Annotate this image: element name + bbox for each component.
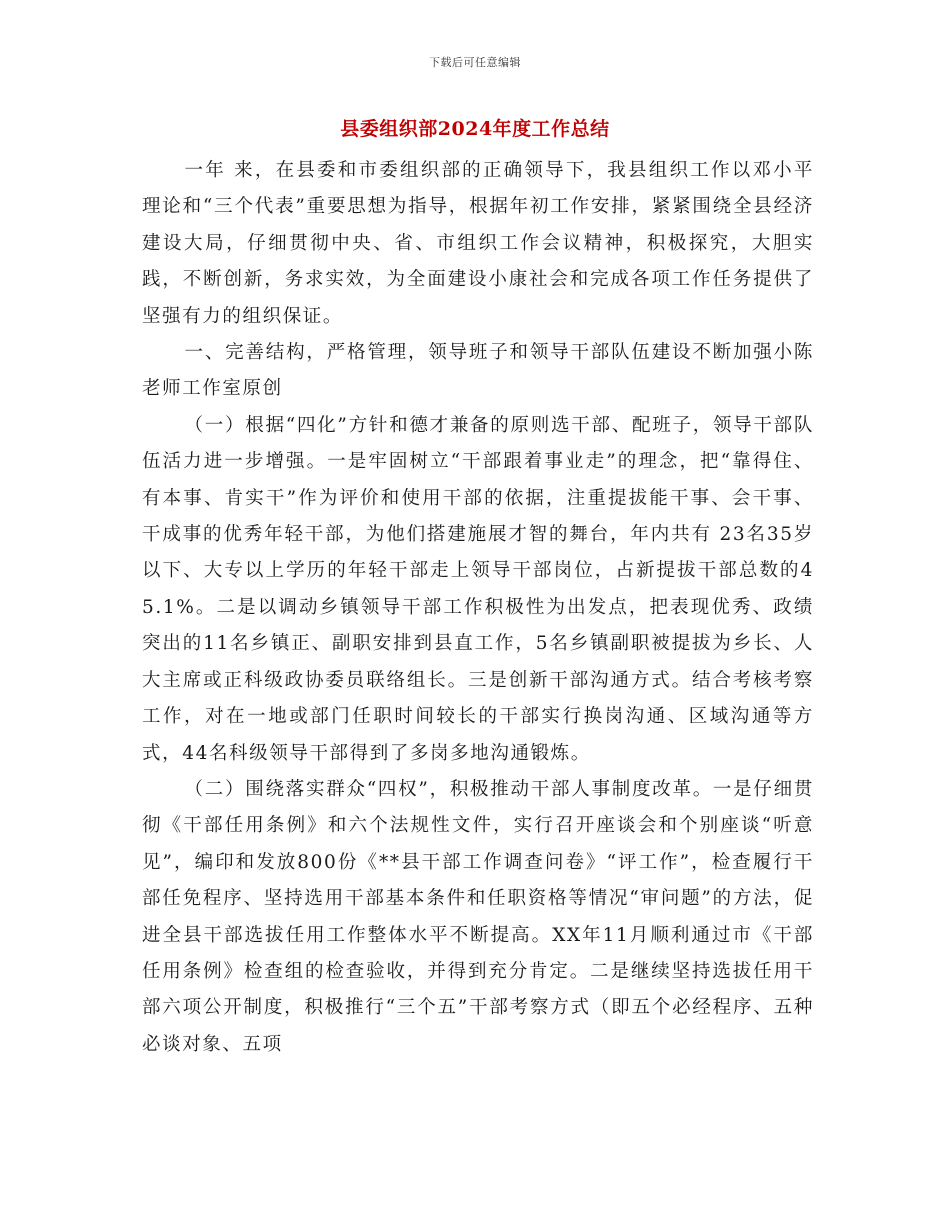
- paragraph-intro: 一年 来，在县委和市委组织部的正确领导下，我县组织工作以邓小平理论和“三个代表”重要思想为指导，根据年初工作安排，紧紧围绕全县经济建设大局，仔细贯彻中央、省、市组织工作会议精神，积极探究，大胆实践，不断创新，务求实效，为全面建设小康社会和完成各项工作任务提供了坚强有力的组织保证。: [142, 160, 814, 327]
- paragraph-section-heading: 一、完善结构，严格管理，领导班子和领导干部队伍建设不断加强小陈老师工作室原创: [142, 342, 814, 400]
- paragraph-subsection-2: （二）围绕落实群众“四权”，积极推动干部人事制度改革。一是仔细贯彻《干部任用条例》和六个法规性文件，实行召开座谈会和个别座谈“听意见”，编印和发放800份《**县干部工作调查问卷》“评工作”，检查履行干部任免程序、坚持选用干部基本条件和任职资格等情况“审问题”的方法，促进全县干部选拔任用工作整体水平不断提高。XX年11月顺利通过市《干部任用条例》检查组的检查验收，并得到充分肯定。二是继续坚持选拔任用干部六项公开制度，积极推行“三个五”干部考察方式（即五个必经程序、五种必谈对象、五项: [142, 778, 814, 1055]
- header-note: 下载后可任意编辑: [429, 56, 521, 69]
- paragraph-subsection-1: （一）根据“四化”方针和德才兼备的原则选干部、配班子，领导干部队伍活力进一步增强。一是牢固树立“干部跟着事业走”的理念，把“靠得住、有本事、肯实干”作为评价和使用干部的依据，注重提拔能干事、会干事、干成事的优秀年轻干部，为他们搭建施展才智的舞台，年内共有 23名35岁以下、大专以上学历的年轻干部走上领导干部岗位，占新提拔干部总数的45.1%。二是以调动乡镇领导干部工作积极性为出发点，把表现优秀、政绩突出的11名乡镇正、副职安排到县直工作，5名乡镇副职被提拔为乡长、人大主席或正科级政协委员联络组长。三是创新干部沟通方式。结合考核考察工作，对在一地或部门任职时间较长的干部实行换岗沟通、区域沟通等方式，44名科级领导干部得到了多岗多地沟通锻炼。: [142, 414, 814, 764]
- document-title: 县委组织部2024年度工作总结: [340, 118, 610, 140]
- document-body: [142, 153, 814, 1063]
